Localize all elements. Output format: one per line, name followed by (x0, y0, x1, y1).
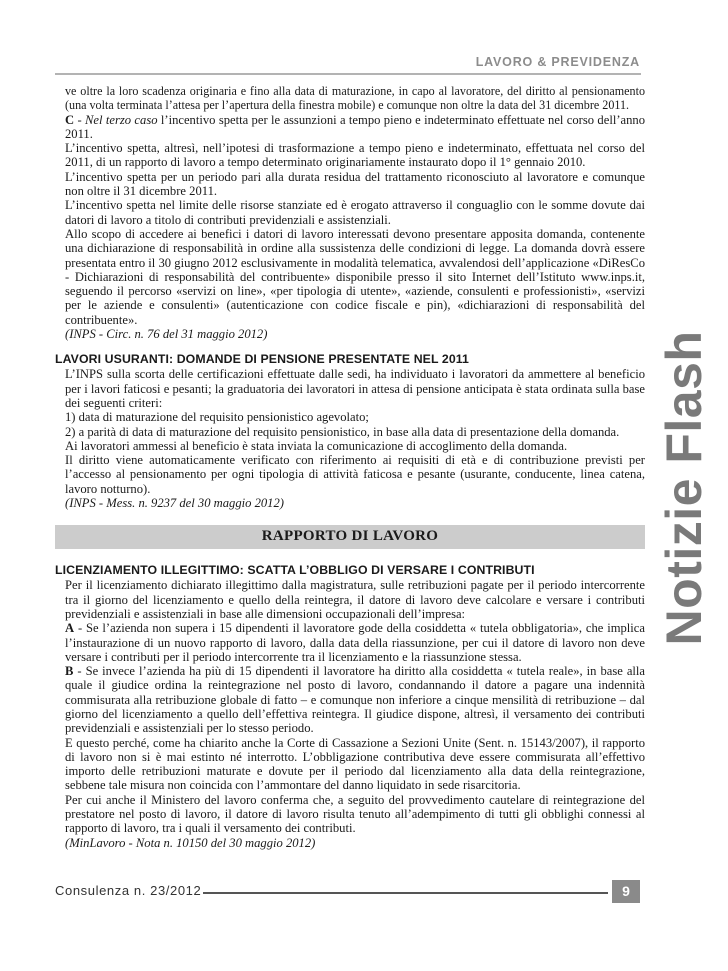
side-tab-label: Notizie Flash (656, 330, 712, 646)
section-title: LICENZIAMENTO ILLEGITTIMO: SCATTA L’OBBLIGO DI VERSARE I CONTRIBUTI (55, 563, 535, 578)
case-text: - Se l’azienda non supera i 15 dipendenti il lavoratore gode della cosiddetta « tutela obbligatoria», che implica l’instaurazione di un nuovo rapporto di lavoro, dalla data della riassunzione, per cui il datore di lavoro non deve versare i contributi per il periodo intercorrente tra il licenziamento e la riassunzione stessa. (65, 621, 645, 664)
paragraph-case-c: C - Nel terzo caso l’incentivo spetta per le assunzioni a tempo pieno e indeterminato effettuate nel corso dell’anno 2011. (65, 112, 645, 141)
paragraph: Per cui anche il Ministero del lavoro conferma che, a seguito del provvedimento cautelare di reintegrazione del prestatore nel posto di lavoro, il datore di lavoro risulta tenuto all’adempimento di tutti gli obblighi connessi al rapporto di lavoro, tra i quali il versamento dei contributi. (65, 792, 645, 836)
criterion: 1) data di maturazione del requisito pensionistico agevolato; (65, 410, 369, 425)
paragraph: E questo perché, come ha chiarito anche la Corte di Cassazione a Sezioni Unite (Sent. n. 15143/2007), il rapporto di lavoro non si è mai estinto né interrotto. L’obbligazione contributiva deve essere commisurata all’effettivo importo delle retribuzioni maturate e dovute per il periodo dal licenziamento alla data della reintegrazione, sebbene tale misura non coincida con l’ammontare del danno liquidato in sede risarcitoria. (65, 735, 645, 793)
section-banner (55, 525, 645, 549)
paragraph: Allo scopo di accedere ai benefici i datori di lavoro interessati devono presentare apposita domanda, contenente una dichiarazione di responsabilità in ordine alla sussistenza delle condizioni di legge. La domanda dovrà essere presentata entro il 30 giugno 2012 esclusivamente in modalità telematica, avvalendosi dell’applicazione «DiResCo - Dichiarazioni di responsabilità del contribuente» disponibile presso il sito Internet dell’Istituto www.inps.it, seguendo il percorso «servizi on line», «per tipologia di utente», «aziende, consulenti e professionisti», «servizi per le aziende e consulenti» (autenticazione con codice fiscale e pin), «dichiarazioni di responsabilità del contribuente». (65, 226, 645, 327)
section-banner-label: RAPPORTO DI LAVORO (261, 528, 439, 545)
case-letter: A (65, 621, 75, 636)
paragraph: L’incentivo spetta per un periodo pari alla durata residua del trattamento riconosciuto al lavoratore e comunque non oltre il 31 dicembre 2011. (65, 169, 645, 199)
paragraph: L’incentivo spetta nel limite delle risorse stanziate ed è erogato attraverso il conguaglio con le somme dovute dai datori di lavoro a titolo di contributi previdenziali e assistenziali. (65, 198, 645, 227)
paragraph-case-b (65, 664, 645, 735)
case-letter: B (65, 664, 74, 679)
page-content (55, 84, 645, 850)
paragraph: Ai lavoratori ammessi al beneficio è stata inviata la comunicazione di accoglimento della domanda. (65, 438, 568, 453)
header-rule (55, 73, 641, 75)
paragraph: Per il licenziamento dichiarato illegittimo dalla magistratura, sulle retribuzioni pagate per il periodo intercorrente tra il giorno del licenziamento e quello della reintegra, il datore di lavoro deve calcolare e versare i contributi previdenziali e assistenziali in base alle dimensioni occupazionali dell’impresa: (65, 578, 645, 621)
paragraph: L’INPS sulla scorta delle certificazioni effettuate dalle sedi, ha individuato i lavoratori da ammettere al beneficio per i lavori faticosi e pesanti; la graduatoria dei lavoratori in attesa di pensione anticipata è stata ordinata sulla base dei seguenti criteri: (65, 367, 645, 410)
licenziamento-article (55, 578, 645, 850)
case-letter: C (65, 112, 75, 127)
case-text: - Se invece l’azienda ha più di 15 dipendenti il lavoratore ha diritto alla cosiddetta « tutela reale», in base alla quale il giudice ordina la reintegrazione nel posto di lavoro, condannando il datore a pagare una indennità commisurata alla retribuzione globale di fatto – e comunque non inferiore a cinque mensilità di retribuzione – dal giorno del licenziamento a quello dell’effettiva reintegra. Il giudice dispone, altresì, il versamento dei contributi previdenziali e assistenziali per lo stesso periodo. (65, 664, 645, 736)
case-text: l’incentivo spetta per le assunzioni a tempo pieno e indeterminato effettuate nel corso dell’anno 2011. (65, 112, 645, 141)
intro-article (55, 84, 645, 341)
paragraph-case-a (65, 621, 645, 664)
paragraph: Il diritto viene automaticamente verificato con riferimento ai requisiti di età e di contribuzione previsti per l’accesso al pensionamento per ogni tipologia di attività faticosa e pesante (usurante, conducente, linea catena, lavoro notturno). (65, 453, 645, 496)
source-citation: (MinLavoro - Nota n. 10150 del 30 maggio 2012) (65, 835, 316, 850)
source-citation: (INPS - Circ. n. 76 del 31 maggio 2012) (65, 327, 268, 342)
section-title: LAVORI USURANTI: DOMANDE DI PENSIONE PRESENTATE NEL 2011 (55, 352, 469, 367)
running-head: LAVORO & PREVIDENZA (475, 55, 640, 69)
source-citation: (INPS - Mess. n. 9237 del 30 maggio 2012) (65, 496, 284, 511)
paragraph: ve oltre la loro scadenza originaria e fino alla data di maturazione, in capo al lavoratore, del diritto al pensionamento (una volta terminata l’attesa per l’apertura della finestra mobile) e comunque non oltre la data del 31 dicembre 2011. (65, 84, 645, 113)
page-number: 9 (612, 880, 640, 903)
criterion: 2) a parità di data di maturazione del requisito pensionistico, in base alla data di presentazione della domanda. (65, 424, 620, 439)
case-emphasis: Nel terzo caso (85, 112, 158, 127)
footer-rule (203, 892, 608, 894)
publication-label: Consulenza n. 23/2012 (55, 883, 202, 898)
side-tab (654, 298, 714, 678)
paragraph: L’incentivo spetta, altresì, nell’ipotesi di trasformazione a tempo pieno e indeterminato, effettuata nel corso del 2011, di un rapporto di lavoro a tempo determinato originariamente instaurato dopo il 1° gennaio 2010. (65, 141, 645, 170)
usuranti-article (55, 367, 645, 510)
